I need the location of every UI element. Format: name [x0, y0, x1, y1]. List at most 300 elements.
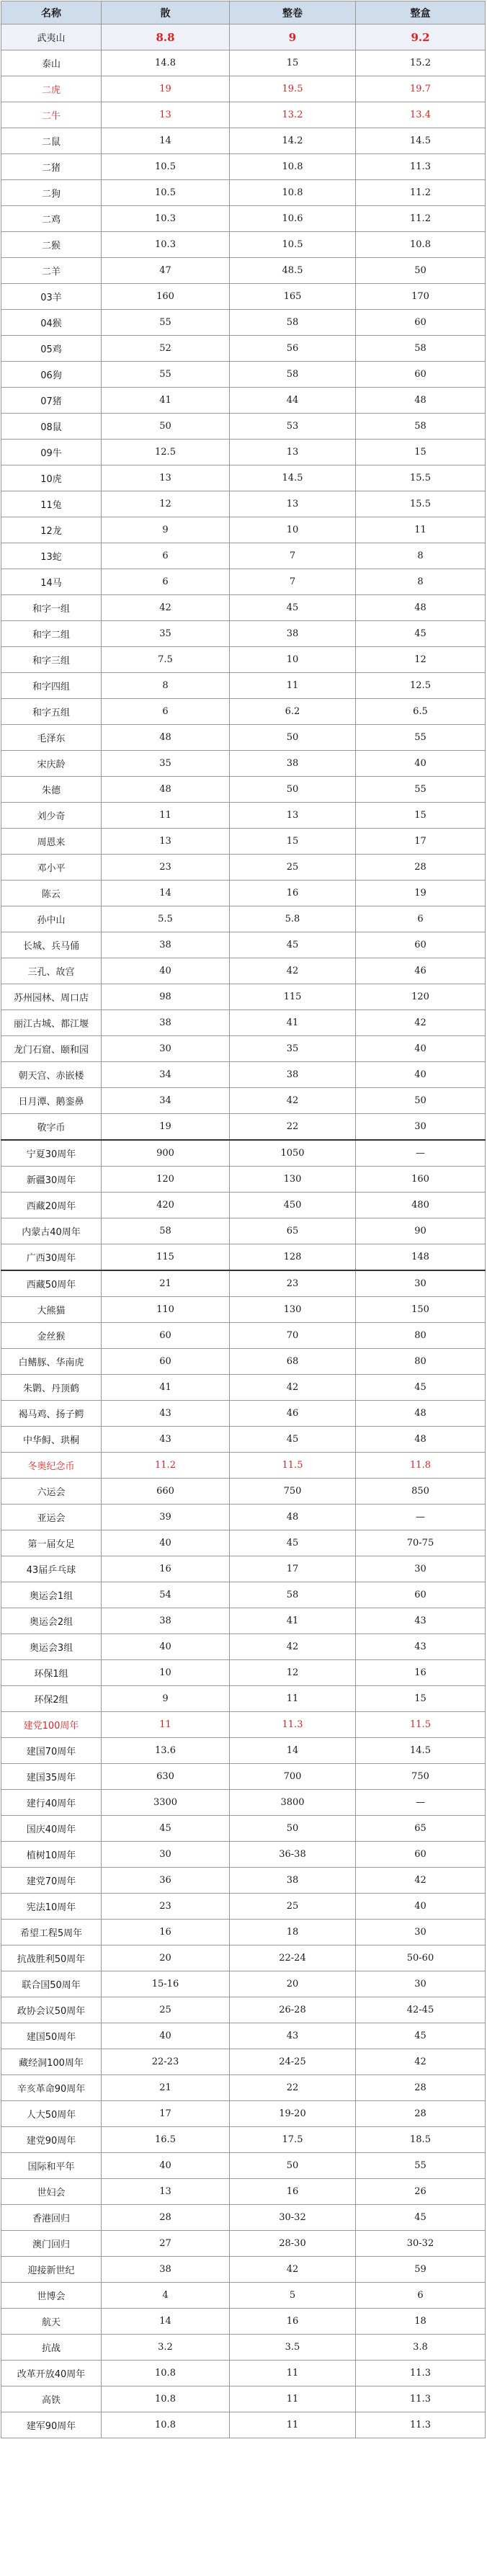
table-body [1, 24, 486, 2438]
cell-zhenghe: 50-60 [356, 1946, 486, 1971]
cell-name: 泰山 [1, 50, 102, 76]
table-row [1, 1453, 486, 1479]
cell-name: 航天 [1, 2309, 102, 2335]
cell-name: 二牛 [1, 102, 102, 128]
cell-zhengjuan: 11 [230, 2361, 356, 2386]
cell-zhengjuan: 130 [230, 1167, 356, 1193]
cell-zhengjuan: 48 [230, 1505, 356, 1530]
cell-name: 希望工程5周年 [1, 1920, 102, 1946]
cell-name: 褐马鸡、扬子鳄 [1, 1401, 102, 1427]
cell-name: 环保2组 [1, 1686, 102, 1712]
cell-name: 抗战胜利50周年 [1, 1946, 102, 1971]
cell-zhengjuan: 11 [230, 2412, 356, 2438]
cell-zhenghe: 42 [356, 1868, 486, 1894]
cell-name: 内蒙古40周年 [1, 1218, 102, 1244]
cell-san: 43 [102, 1401, 230, 1427]
cell-san: 10.5 [102, 180, 230, 206]
cell-san: 900 [102, 1140, 230, 1167]
cell-san: 13 [102, 829, 230, 855]
cell-san: 38 [102, 932, 230, 958]
table-row [1, 777, 486, 803]
cell-san: 39 [102, 1505, 230, 1530]
header-zhenghe: 整盒 [356, 1, 486, 24]
cell-zhengjuan: 3.5 [230, 2335, 356, 2361]
table-row [1, 1167, 486, 1193]
cell-zhengjuan: 41 [230, 1608, 356, 1634]
cell-name: 二猴 [1, 232, 102, 258]
table-row [1, 1349, 486, 1375]
table-row [1, 1193, 486, 1218]
cell-san: 14.8 [102, 50, 230, 76]
cell-name: 08鼠 [1, 414, 102, 440]
table-row [1, 647, 486, 673]
cell-san: 110 [102, 1297, 230, 1323]
cell-zhengjuan: 6.2 [230, 699, 356, 725]
cell-zhenghe: 11.3 [356, 2412, 486, 2438]
cell-name: 澳门回归 [1, 2231, 102, 2257]
table-row [1, 1530, 486, 1556]
table-row [1, 2127, 486, 2153]
cell-san: 34 [102, 1062, 230, 1088]
cell-zhengjuan: 10.5 [230, 232, 356, 258]
cell-zhenghe: 40 [356, 1062, 486, 1088]
cell-zhengjuan: 13 [230, 440, 356, 465]
cell-san: 120 [102, 1167, 230, 1193]
table-row [1, 1556, 486, 1582]
cell-san: 30 [102, 1842, 230, 1868]
cell-name: 迎接新世纪 [1, 2257, 102, 2283]
cell-san: 10.3 [102, 232, 230, 258]
cell-zhengjuan: 1050 [230, 1140, 356, 1167]
cell-name: 中华鲟、珙桐 [1, 1427, 102, 1453]
cell-zhengjuan: 128 [230, 1244, 356, 1271]
cell-name: 刘少奇 [1, 803, 102, 829]
cell-zhenghe: 14.5 [356, 1738, 486, 1764]
cell-san: 25 [102, 1997, 230, 2023]
cell-zhenghe: 65 [356, 1816, 486, 1842]
table-row [1, 2386, 486, 2412]
cell-zhenghe: 43 [356, 1634, 486, 1660]
cell-zhenghe: 28 [356, 2075, 486, 2101]
cell-zhenghe: 60 [356, 362, 486, 388]
cell-zhengjuan: 43 [230, 2023, 356, 2049]
cell-zhenghe: 160 [356, 1167, 486, 1193]
cell-zhengjuan: 130 [230, 1297, 356, 1323]
cell-zhenghe: 15.2 [356, 50, 486, 76]
table-row [1, 1816, 486, 1842]
cell-san: 43 [102, 1427, 230, 1453]
cell-name: 龙门石窟、颐和园 [1, 1036, 102, 1062]
cell-san: 27 [102, 2231, 230, 2257]
cell-zhengjuan: 11 [230, 1686, 356, 1712]
cell-name: 环保1组 [1, 1660, 102, 1686]
cell-san: 48 [102, 725, 230, 751]
table-row [1, 1842, 486, 1868]
header-name: 名称 [1, 1, 102, 24]
cell-zhengjuan: 22 [230, 2075, 356, 2101]
cell-name: 人大50周年 [1, 2101, 102, 2127]
cell-name: 世博会 [1, 2283, 102, 2309]
cell-zhengjuan: 53 [230, 414, 356, 440]
cell-zhenghe: 8 [356, 543, 486, 569]
cell-san: 3.2 [102, 2335, 230, 2361]
cell-zhenghe: 90 [356, 1218, 486, 1244]
cell-zhenghe: 6 [356, 906, 486, 932]
cell-name: 11兔 [1, 491, 102, 517]
cell-zhenghe: 11.8 [356, 1453, 486, 1479]
table-row [1, 1218, 486, 1244]
table-row [1, 1505, 486, 1530]
cell-name: 14马 [1, 569, 102, 595]
table-row [1, 2153, 486, 2179]
cell-zhenghe: 43 [356, 1608, 486, 1634]
cell-zhengjuan: 50 [230, 1816, 356, 1842]
cell-san: 40 [102, 958, 230, 984]
cell-zhenghe: 48 [356, 595, 486, 621]
cell-zhenghe: 60 [356, 1842, 486, 1868]
cell-name: 金丝猴 [1, 1323, 102, 1349]
cell-zhenghe: 28 [356, 855, 486, 881]
cell-zhenghe: 55 [356, 725, 486, 751]
cell-zhenghe: 40 [356, 1036, 486, 1062]
cell-zhenghe: 16 [356, 1660, 486, 1686]
table-row [1, 1686, 486, 1712]
cell-san: 35 [102, 751, 230, 777]
cell-zhenghe: 30 [356, 1270, 486, 1297]
cell-name: 陈云 [1, 881, 102, 906]
cell-name: 孙中山 [1, 906, 102, 932]
cell-san: 10.3 [102, 206, 230, 232]
cell-zhengjuan: 16 [230, 2179, 356, 2205]
cell-name: 辛亥革命90周年 [1, 2075, 102, 2101]
cell-zhenghe: 70-75 [356, 1530, 486, 1556]
cell-name: 和字二组 [1, 621, 102, 647]
cell-san: 12 [102, 491, 230, 517]
table-row [1, 440, 486, 465]
cell-san: 34 [102, 1088, 230, 1114]
table-row [1, 1479, 486, 1505]
table-row [1, 1971, 486, 1997]
cell-zhengjuan: 28-30 [230, 2231, 356, 2257]
cell-zhengjuan: 46 [230, 1401, 356, 1427]
cell-zhenghe: 148 [356, 1244, 486, 1271]
cell-zhenghe: 48 [356, 1401, 486, 1427]
cell-zhenghe: 30 [356, 1971, 486, 1997]
cell-zhengjuan: 38 [230, 621, 356, 647]
cell-zhengjuan: 22 [230, 1114, 356, 1141]
cell-san: 41 [102, 1375, 230, 1401]
cell-san: 54 [102, 1582, 230, 1608]
cell-san: 630 [102, 1764, 230, 1790]
cell-san: 8 [102, 673, 230, 699]
cell-name: 第一届女足 [1, 1530, 102, 1556]
cell-name: 高铁 [1, 2386, 102, 2412]
cell-zhenghe: 60 [356, 310, 486, 336]
cell-name: 和字三组 [1, 647, 102, 673]
cell-san: 16 [102, 1556, 230, 1582]
cell-zhenghe: 55 [356, 777, 486, 803]
cell-name: 宋庆龄 [1, 751, 102, 777]
cell-zhenghe: 60 [356, 932, 486, 958]
cell-zhenghe: 15.5 [356, 491, 486, 517]
table-row [1, 1608, 486, 1634]
cell-name: 建国70周年 [1, 1738, 102, 1764]
cell-san: 14 [102, 881, 230, 906]
cell-zhengjuan: 50 [230, 725, 356, 751]
cell-san: 40 [102, 1530, 230, 1556]
cell-zhengjuan: 68 [230, 1349, 356, 1375]
table-row [1, 2179, 486, 2205]
table-row [1, 1868, 486, 1894]
cell-name: 建党100周年 [1, 1712, 102, 1738]
table-row [1, 24, 486, 50]
cell-zhenghe: 40 [356, 751, 486, 777]
table-row [1, 1712, 486, 1738]
cell-name: 新疆30周年 [1, 1167, 102, 1193]
cell-san: 35 [102, 621, 230, 647]
table-row [1, 2049, 486, 2075]
cell-zhenghe: 80 [356, 1323, 486, 1349]
cell-name: 亚运会 [1, 1505, 102, 1530]
cell-zhengjuan: 38 [230, 1868, 356, 1894]
cell-name: 白鳍豚、华南虎 [1, 1349, 102, 1375]
cell-name: 广西30周年 [1, 1244, 102, 1271]
table-row [1, 725, 486, 751]
table-row [1, 906, 486, 932]
cell-name: 建军90周年 [1, 2412, 102, 2438]
cell-zhenghe: 11.5 [356, 1712, 486, 1738]
table-row [1, 595, 486, 621]
cell-zhengjuan: 19-20 [230, 2101, 356, 2127]
cell-zhengjuan: 115 [230, 984, 356, 1010]
cell-san: 42 [102, 595, 230, 621]
cell-zhengjuan: 70 [230, 1323, 356, 1349]
table-row [1, 1920, 486, 1946]
table-row [1, 932, 486, 958]
cell-san: 160 [102, 284, 230, 310]
cell-san: 13 [102, 465, 230, 491]
cell-name: 奥运会1组 [1, 1582, 102, 1608]
cell-name: 朝天宫、赤嵌楼 [1, 1062, 102, 1088]
cell-zhenghe: 750 [356, 1764, 486, 1790]
table-row [1, 154, 486, 180]
cell-san: 21 [102, 2075, 230, 2101]
cell-san: 9 [102, 1686, 230, 1712]
cell-zhenghe: 170 [356, 284, 486, 310]
cell-zhengjuan: 17.5 [230, 2127, 356, 2153]
cell-zhengjuan: 58 [230, 1582, 356, 1608]
cell-zhengjuan: 45 [230, 932, 356, 958]
cell-name: 苏州园林、周口店 [1, 984, 102, 1010]
table-row [1, 1036, 486, 1062]
cell-zhengjuan: 10.6 [230, 206, 356, 232]
table-row [1, 1790, 486, 1816]
cell-san: 28 [102, 2205, 230, 2231]
cell-zhenghe: 50 [356, 1088, 486, 1114]
cell-name: 联合国50周年 [1, 1971, 102, 1997]
cell-name: 二虎 [1, 76, 102, 102]
cell-zhengjuan: 44 [230, 388, 356, 414]
cell-zhenghe: 120 [356, 984, 486, 1010]
table-row [1, 50, 486, 76]
cell-name: 二猪 [1, 154, 102, 180]
cell-name: 敬字币 [1, 1114, 102, 1141]
table-row [1, 1244, 486, 1271]
cell-zhenghe: 40 [356, 1894, 486, 1920]
cell-san: 14 [102, 2309, 230, 2335]
table-row [1, 543, 486, 569]
cell-zhenghe: 42 [356, 2049, 486, 2075]
cell-zhengjuan: 13 [230, 491, 356, 517]
cell-san: 36 [102, 1868, 230, 1894]
cell-zhenghe: 480 [356, 1193, 486, 1218]
cell-name: 宁夏30周年 [1, 1140, 102, 1167]
table-row [1, 2231, 486, 2257]
cell-zhenghe: 13.4 [356, 102, 486, 128]
cell-name: 10虎 [1, 465, 102, 491]
cell-zhengjuan: 42 [230, 1634, 356, 1660]
cell-name: 12龙 [1, 517, 102, 543]
table-row [1, 673, 486, 699]
cell-name: 朱德 [1, 777, 102, 803]
cell-name: 和字五组 [1, 699, 102, 725]
cell-san: 14 [102, 128, 230, 154]
table-row [1, 1764, 486, 1790]
table-row [1, 1660, 486, 1686]
cell-name: 世妇会 [1, 2179, 102, 2205]
cell-zhengjuan: 18 [230, 1920, 356, 1946]
cell-name: 建党90周年 [1, 2127, 102, 2153]
cell-san: 58 [102, 1218, 230, 1244]
table-row [1, 388, 486, 414]
cell-zhengjuan: 11 [230, 2386, 356, 2412]
cell-san: 55 [102, 310, 230, 336]
cell-zhengjuan: 26-28 [230, 1997, 356, 2023]
cell-zhengjuan: 35 [230, 1036, 356, 1062]
table-row [1, 1114, 486, 1141]
table-row [1, 1010, 486, 1036]
table-row [1, 751, 486, 777]
table-row [1, 1634, 486, 1660]
table-row [1, 414, 486, 440]
cell-san: 11 [102, 1712, 230, 1738]
cell-name: 奥运会2组 [1, 1608, 102, 1634]
cell-zhengjuan: 36-38 [230, 1842, 356, 1868]
cell-san: 6 [102, 699, 230, 725]
cell-zhengjuan: 50 [230, 777, 356, 803]
cell-zhengjuan: 25 [230, 1894, 356, 1920]
cell-zhenghe: 15 [356, 1686, 486, 1712]
table-row [1, 2361, 486, 2386]
cell-san: 15-16 [102, 1971, 230, 1997]
cell-zhengjuan: 14 [230, 1738, 356, 1764]
cell-zhengjuan: 58 [230, 310, 356, 336]
cell-zhenghe: 12 [356, 647, 486, 673]
table-row [1, 102, 486, 128]
cell-zhenghe: 11.2 [356, 180, 486, 206]
cell-zhenghe: 11 [356, 517, 486, 543]
cell-zhengjuan: 16 [230, 2309, 356, 2335]
cell-zhengjuan: 42 [230, 1375, 356, 1401]
cell-zhenghe: 45 [356, 621, 486, 647]
table-row [1, 1375, 486, 1401]
cell-zhenghe: 11.3 [356, 154, 486, 180]
cell-san: 98 [102, 984, 230, 1010]
cell-zhengjuan: 16 [230, 881, 356, 906]
cell-zhenghe: 6 [356, 2283, 486, 2309]
header-row [1, 1, 486, 24]
table-row [1, 232, 486, 258]
cell-zhengjuan: 5 [230, 2283, 356, 2309]
cell-zhengjuan: 3800 [230, 1790, 356, 1816]
cell-zhenghe: 11.3 [356, 2361, 486, 2386]
cell-name: 和字四组 [1, 673, 102, 699]
cell-name: 建国35周年 [1, 1764, 102, 1790]
cell-san: 420 [102, 1193, 230, 1218]
table-row [1, 362, 486, 388]
cell-zhenghe: 42 [356, 1010, 486, 1036]
cell-san: 19 [102, 1114, 230, 1141]
cell-zhengjuan: 25 [230, 855, 356, 881]
cell-name: 04猴 [1, 310, 102, 336]
cell-san: 10.8 [102, 2386, 230, 2412]
cell-zhengjuan: 5.8 [230, 906, 356, 932]
cell-zhengjuan: 45 [230, 1427, 356, 1453]
cell-name: 二鸡 [1, 206, 102, 232]
cell-zhenghe: 11.3 [356, 2386, 486, 2412]
table-row [1, 284, 486, 310]
cell-zhengjuan: 9 [230, 24, 356, 50]
cell-zhengjuan: 10 [230, 517, 356, 543]
cell-zhenghe: 30 [356, 1114, 486, 1141]
cell-name: 国庆40周年 [1, 1816, 102, 1842]
cell-zhenghe: 55 [356, 2153, 486, 2179]
cell-zhenghe: 6.5 [356, 699, 486, 725]
cell-name: 香港回归 [1, 2205, 102, 2231]
table-row [1, 1582, 486, 1608]
cell-san: 23 [102, 1894, 230, 1920]
cell-san: 4 [102, 2283, 230, 2309]
header-zhengjuan: 整卷 [230, 1, 356, 24]
cell-zhengjuan: 750 [230, 1479, 356, 1505]
table-row [1, 2075, 486, 2101]
cell-zhenghe: 45 [356, 1375, 486, 1401]
cell-zhengjuan: 17 [230, 1556, 356, 1582]
table-row [1, 1946, 486, 1971]
cell-zhengjuan: 11.5 [230, 1453, 356, 1479]
cell-zhenghe: 50 [356, 258, 486, 284]
table-row [1, 2412, 486, 2438]
cell-zhengjuan: 11 [230, 673, 356, 699]
cell-name: 05鸡 [1, 336, 102, 362]
cell-zhengjuan: 700 [230, 1764, 356, 1790]
cell-san: 11.2 [102, 1453, 230, 1479]
cell-zhengjuan: 45 [230, 595, 356, 621]
cell-zhengjuan: 12 [230, 1660, 356, 1686]
cell-zhenghe: 59 [356, 2257, 486, 2283]
table-row [1, 1997, 486, 2023]
table-row [1, 336, 486, 362]
cell-name: 周恩来 [1, 829, 102, 855]
table-row [1, 465, 486, 491]
table-row [1, 958, 486, 984]
cell-zhengjuan: 15 [230, 50, 356, 76]
cell-san: 60 [102, 1323, 230, 1349]
table-row [1, 1738, 486, 1764]
cell-name: 三孔、故宫 [1, 958, 102, 984]
table-row [1, 258, 486, 284]
table-row [1, 1427, 486, 1453]
